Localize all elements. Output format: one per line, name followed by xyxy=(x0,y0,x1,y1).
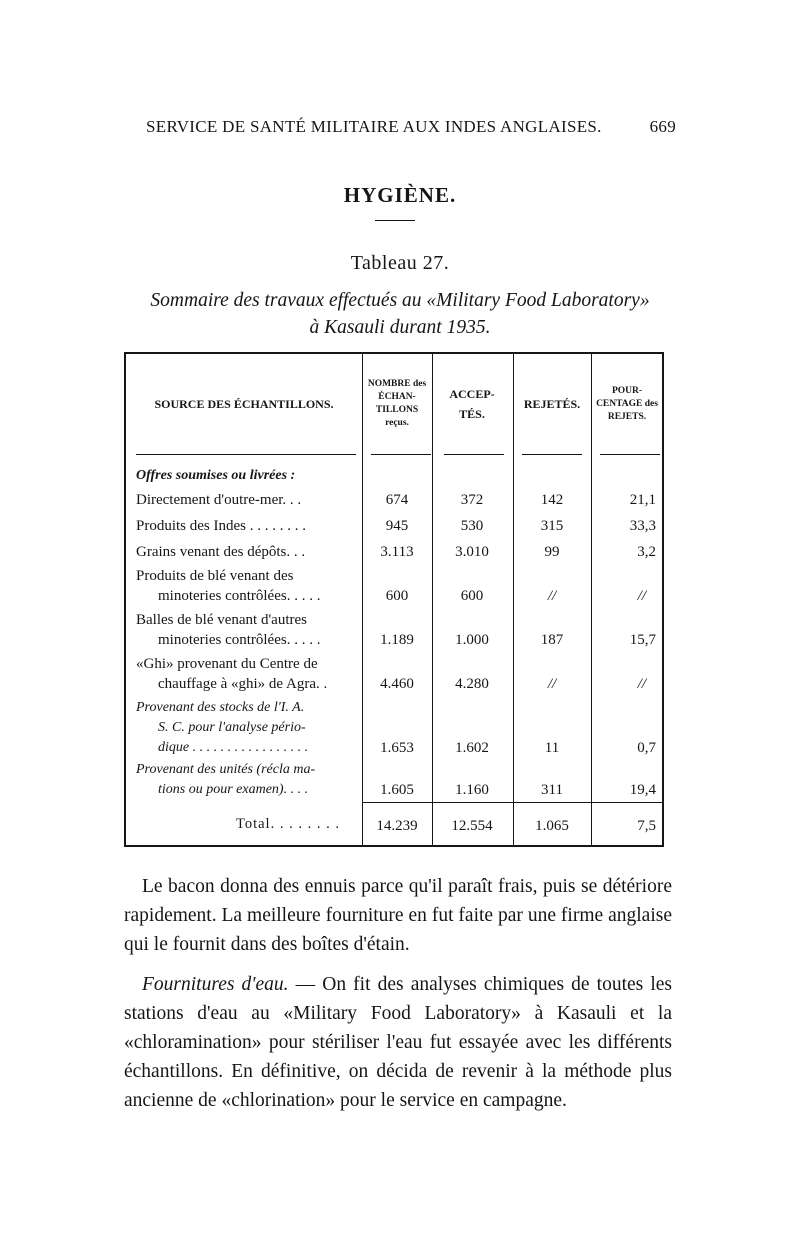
cell-rejetes: 142 xyxy=(540,492,564,508)
header-rule xyxy=(522,454,582,455)
running-header-title: SERVICE DE SANTÉ MILITAIRE AUX INDES ANGLAISES. xyxy=(146,117,602,136)
header-source: SOURCE DES ÉCHANTILLONS. xyxy=(154,397,334,411)
header-rule xyxy=(371,454,431,455)
cell-nombre: 1.605 xyxy=(380,782,414,798)
cell-pourcentage: 21,1 xyxy=(629,492,656,508)
cell-acceptes: 3.010 xyxy=(455,544,489,560)
section-title: HYGIÈNE. xyxy=(343,183,457,207)
paragraph-water-lead: Fournitures d'eau. xyxy=(142,974,289,995)
cell-rejetes: // xyxy=(547,588,557,604)
cell-rejetes: 99 xyxy=(544,544,560,560)
row-source: Directement d'outre-mer. . . xyxy=(136,492,302,508)
row-source: Produits de blé venant des minoteries contrôlées. . . . . xyxy=(136,568,321,604)
paragraph-bacon xyxy=(124,872,672,959)
header-acceptes: ACCEP- TÉS. xyxy=(449,387,495,421)
row-source: Provenant des stocks de l'I. A. S. C. pour l'analyse pério- dique . . . . . . . . . . . . . . . . . xyxy=(136,700,309,755)
cell-pourcentage: 15,7 xyxy=(629,632,656,648)
running-header xyxy=(146,117,676,137)
caption-line-2: à Kasauli durant 1935. xyxy=(309,317,491,338)
cell-nombre: 600 xyxy=(385,588,409,604)
total-nombre: 14.239 xyxy=(376,818,418,834)
header-pourcentage: POUR- CENTAGE des REJETS. xyxy=(596,385,658,422)
cell-pourcentage: 0,7 xyxy=(637,740,656,756)
cell-acceptes: 600 xyxy=(460,588,484,604)
caption-line-1: Sommaire des travaux effectués au «Military Food Laboratory» xyxy=(150,290,650,311)
header-rejetes: REJETÉS. xyxy=(523,397,581,411)
header-rule xyxy=(136,454,356,455)
table-label: Tableau 27. xyxy=(350,252,450,274)
cell-acceptes: 372 xyxy=(460,492,484,508)
column-rule xyxy=(432,354,433,845)
row-source: Provenant des unités (récla ma- tions ou pour examen). . . . xyxy=(136,762,316,797)
header-rule xyxy=(600,454,660,455)
column-rule xyxy=(513,354,514,845)
cell-nombre: 1.189 xyxy=(380,632,414,648)
cell-pourcentage: 3,2 xyxy=(637,544,656,560)
paragraph-bacon-text: Le bacon donna des ennuis parce qu'il paraît frais, puis se détériore rapidement. La meilleure fourniture en fut faite par une firme anglaise qui le fournit dans des boîtes d'étain. xyxy=(124,876,672,955)
total-pourcentage: 7,5 xyxy=(637,818,656,834)
cell-acceptes: 1.000 xyxy=(455,632,489,648)
row-source: Balles de blé venant d'autres minoteries contrôlées. . . . . xyxy=(136,612,321,648)
cell-rejetes: 311 xyxy=(541,782,563,798)
header-nombre: NOMBRE des ÉCHAN- TILLONS reçus. xyxy=(367,379,427,428)
cell-pourcentage: 33,3 xyxy=(629,518,656,534)
column-rule xyxy=(591,354,592,845)
cell-acceptes: 4.280 xyxy=(455,676,489,692)
total-acceptes: 12.554 xyxy=(451,818,493,834)
group-heading: Offres soumises ou livrées : xyxy=(136,468,296,483)
cell-acceptes: 530 xyxy=(460,518,484,534)
title-rule xyxy=(375,220,415,221)
cell-pourcentage: // xyxy=(637,676,646,692)
cell-nombre: 1.653 xyxy=(380,740,414,756)
cell-rejetes: 315 xyxy=(540,518,564,534)
cell-acceptes: 1.602 xyxy=(455,740,489,756)
cell-nombre: 4.460 xyxy=(380,676,414,692)
page-number: 669 xyxy=(649,117,676,136)
table-caption xyxy=(60,287,740,341)
cell-pourcentage: // xyxy=(637,588,646,604)
total-rejetes: 1.065 xyxy=(535,818,569,834)
data-table xyxy=(124,352,664,847)
cell-nombre: 674 xyxy=(385,492,409,508)
total-rule xyxy=(362,802,662,803)
cell-rejetes: 11 xyxy=(544,740,560,756)
row-source: «Ghi» provenant du Centre de chauffage à «ghi» de Agra. . xyxy=(136,656,328,692)
paragraph-water-text: — On fit des analyses chimiques de toutes les stations d'eau au «Military Food Laboratory» à Kasauli et la «chloramination» pour stériliser l'eau fut essayée avec les différents échantillons. En définitive, on décida de revenir à la méthode plus ancienne de «chlorination» pour le service en campagne. xyxy=(124,974,672,1111)
cell-rejetes: // xyxy=(547,676,557,692)
cell-pourcentage: 19,4 xyxy=(629,782,656,798)
row-source: Produits des Indes . . . . . . . . xyxy=(136,518,306,534)
column-rule xyxy=(362,354,363,845)
row-source: Grains venant des dépôts. . . xyxy=(136,544,306,560)
header-rule xyxy=(444,454,504,455)
total-label: Total. . . . . . . . xyxy=(236,816,340,832)
paragraph-water xyxy=(124,970,672,1115)
cell-rejetes: 187 xyxy=(540,632,564,648)
cell-acceptes: 1.160 xyxy=(455,782,489,798)
cell-nombre: 945 xyxy=(385,518,409,534)
cell-nombre: 3.113 xyxy=(380,544,414,560)
